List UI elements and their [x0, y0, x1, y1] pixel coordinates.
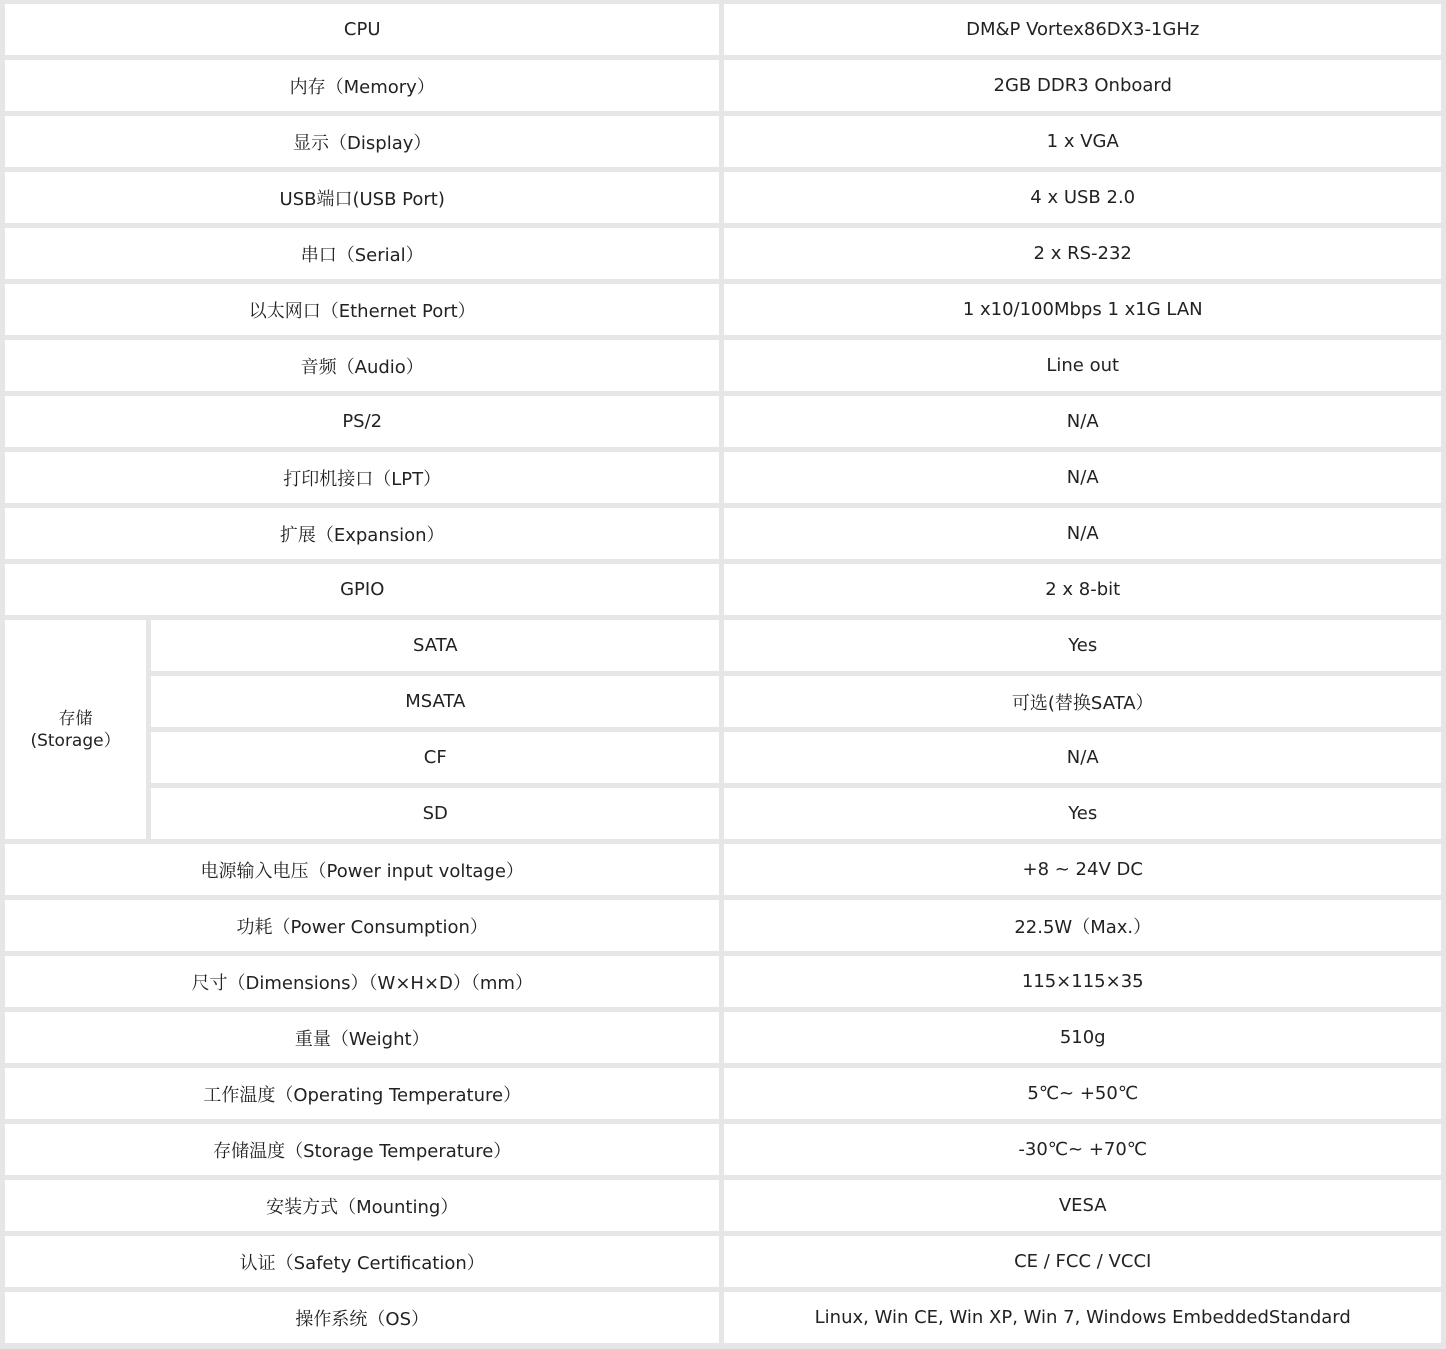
- spec-label: 安装方式（Mounting）: [5, 1180, 719, 1231]
- spec-value: 可选(替换SATA）: [724, 676, 1441, 727]
- spec-value: 115×115×35: [724, 956, 1441, 1007]
- spec-row-usb: [5, 172, 1441, 223]
- spec-label: 扩展（Expansion）: [5, 508, 719, 559]
- spec-row-power-consumption: [5, 900, 1441, 951]
- spec-label: 以太网口（Ethernet Port）: [5, 284, 719, 335]
- spec-row-sd: [5, 788, 1441, 839]
- spec-value: -30℃~ +70℃: [724, 1124, 1441, 1175]
- spec-label: GPIO: [5, 564, 719, 615]
- spec-value: VESA: [724, 1180, 1441, 1231]
- spec-value: 510g: [724, 1012, 1441, 1063]
- spec-row-serial: [5, 228, 1441, 279]
- spec-label: 认证（Safety Certification）: [5, 1236, 719, 1287]
- spec-row-display: [5, 116, 1441, 167]
- spec-row-mounting: [5, 1180, 1441, 1231]
- spec-value: Line out: [724, 340, 1441, 391]
- spec-label: 内存（Memory）: [5, 60, 719, 111]
- spec-value: +8 ~ 24V DC: [724, 844, 1441, 895]
- spec-label: 存储温度（Storage Temperature）: [5, 1124, 719, 1175]
- spec-row-memory: [5, 60, 1441, 111]
- spec-value: N/A: [724, 396, 1441, 447]
- spec-label: 打印机接口（LPT）: [5, 452, 719, 503]
- spec-label: 电源输入电压（Power input voltage）: [5, 844, 719, 895]
- spec-value: 2 x RS-232: [724, 228, 1441, 279]
- spec-row-expansion: [5, 508, 1441, 559]
- spec-label: 音频（Audio）: [5, 340, 719, 391]
- spec-row-power-input: [5, 844, 1441, 895]
- spec-value: N/A: [724, 732, 1441, 783]
- spec-label: CF: [151, 732, 719, 783]
- spec-label: 功耗（Power Consumption）: [5, 900, 719, 951]
- spec-label: PS/2: [5, 396, 719, 447]
- spec-row-operating-temp: [5, 1068, 1441, 1119]
- spec-value: DM&P Vortex86DX3-1GHz: [724, 4, 1441, 55]
- spec-label: CPU: [5, 4, 719, 55]
- spec-row-os: [5, 1292, 1441, 1343]
- spec-row-ps2: [5, 396, 1441, 447]
- spec-row-sata: [5, 620, 1441, 671]
- spec-label: USB端口(USB Port): [5, 172, 719, 223]
- spec-row-gpio: [5, 564, 1441, 615]
- spec-value: 1 x VGA: [724, 116, 1441, 167]
- spec-value: 2 x 8-bit: [724, 564, 1441, 615]
- spec-row-certification: [5, 1236, 1441, 1287]
- spec-value: Yes: [724, 620, 1441, 671]
- spec-label: 显示（Display）: [5, 116, 719, 167]
- spec-value: CE / FCC / VCCI: [724, 1236, 1441, 1287]
- spec-label: 尺寸（Dimensions）（W×H×D）（mm）: [5, 956, 719, 1007]
- spec-label: MSATA: [151, 676, 719, 727]
- spec-value: Linux, Win CE, Win XP, Win 7, Windows EmbeddedStandard: [724, 1292, 1441, 1343]
- spec-row-lpt: [5, 452, 1441, 503]
- spec-label: SATA: [151, 620, 719, 671]
- storage-group-label-cn: 存储: [58, 708, 93, 729]
- spec-value: 22.5W（Max.）: [724, 900, 1441, 951]
- spec-row-dimensions: [5, 956, 1441, 1007]
- storage-group-label: [5, 620, 146, 839]
- spec-label: 工作温度（Operating Temperature）: [5, 1068, 719, 1119]
- spec-row-storage-temp: [5, 1124, 1441, 1175]
- spec-row-weight: [5, 1012, 1441, 1063]
- spec-row-cf: [5, 732, 1441, 783]
- spec-value: 2GB DDR3 Onboard: [724, 60, 1441, 111]
- spec-label: 串口（Serial）: [5, 228, 719, 279]
- spec-label: 重量（Weight）: [5, 1012, 719, 1063]
- spec-label: 操作系统（OS）: [5, 1292, 719, 1343]
- storage-group-label-en: (Storage）: [30, 730, 121, 751]
- spec-value: 1 x10/100Mbps 1 x1G LAN: [724, 284, 1441, 335]
- spec-value: N/A: [724, 508, 1441, 559]
- spec-row-cpu: [5, 4, 1441, 55]
- spec-row-ethernet: [5, 284, 1441, 335]
- spec-value: 4 x USB 2.0: [724, 172, 1441, 223]
- spec-row-msata: [5, 676, 1441, 727]
- spec-value: 5℃~ +50℃: [724, 1068, 1441, 1119]
- spec-row-audio: [5, 340, 1441, 391]
- spec-label: SD: [151, 788, 719, 839]
- spec-value: N/A: [724, 452, 1441, 503]
- spec-value: Yes: [724, 788, 1441, 839]
